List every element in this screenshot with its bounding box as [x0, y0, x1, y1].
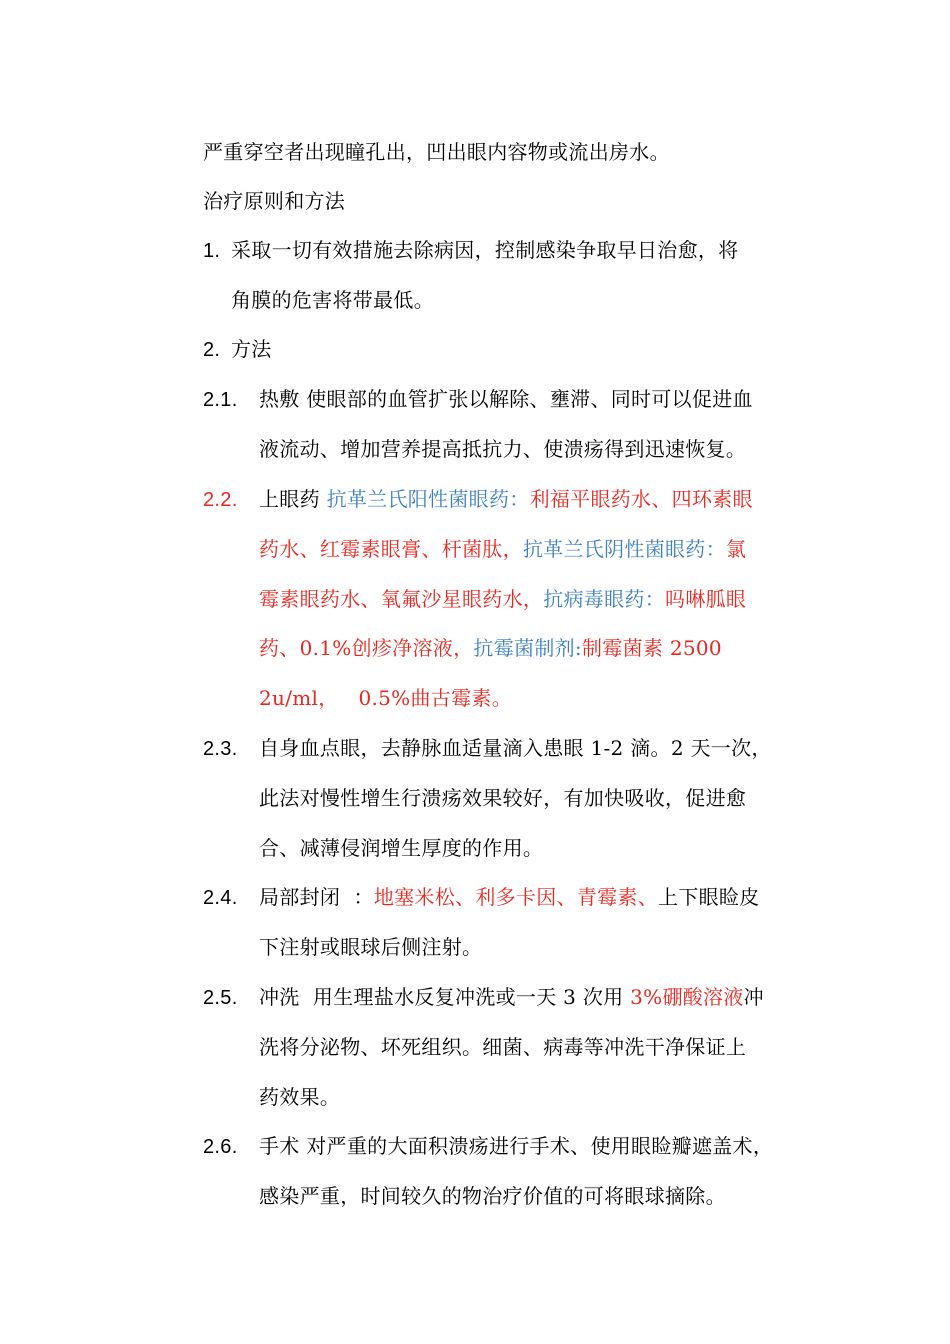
heading-treatment: 治疗原则和方法	[203, 189, 346, 213]
item-2-5-line-2: 洗将分泌物、坏死组织。细菌、病毒等冲洗干净保证上	[259, 1035, 747, 1059]
drug-list: 3%硼酸溶液	[630, 985, 744, 1009]
list-number: 2.	[203, 339, 221, 361]
drug-list: 药水、红霉素眼膏、杆菌肽，	[259, 537, 523, 561]
item-2-1-line-1: 2.1. 热敷 使眼部的血管扩张以解除、壅滞、同时可以促进血	[203, 385, 753, 414]
paragraph-perforation: 严重穿空者出现瞳孔出，凹出眼内容物或流出房水。	[203, 140, 670, 164]
item-2-2-line-1: 2.2. 上眼药 抗革兰氏阳性菌眼药：利福平眼药水、四环素眼	[203, 485, 753, 514]
item-2-4-line-1: 2.4. 局部封闭 ：地塞米松、利多卡因、青霉素、上下眼睑皮	[203, 883, 760, 912]
list-number: 2.3.	[203, 738, 238, 760]
item-2-3-line-1: 2.3. 自身血点眼，去静脉血适量滴入患眼 1-2 滴。2 天一次，	[203, 734, 772, 763]
item-2-3-line-2: 此法对慢性增生行溃疡效果较好，有加快吸收，促进愈	[259, 786, 747, 810]
drug-list: 地塞米松、利多卡因、青霉素、	[373, 885, 659, 909]
drug-list: 利福平眼药水、四环素眼	[529, 487, 753, 511]
drug-list: 氯	[725, 537, 747, 561]
drug-list: 药、0.1%创疹净溶液，	[259, 636, 474, 660]
item-2-2-line-2	[259, 535, 746, 563]
item-2-2-line-3	[259, 585, 746, 613]
drug-category: 抗病毒眼药：	[543, 587, 666, 611]
list-number: 2.1.	[203, 389, 238, 411]
drug-category: 抗革兰氏阴性菌眼药：	[522, 537, 726, 561]
drug-category: 抗霉菌制剂:	[473, 636, 582, 660]
drug-list: 吗啉胍眼	[665, 587, 747, 611]
item-1-line-2: 角膜的危害将带最低。	[231, 288, 434, 312]
item-2-5-line-3: 药效果。	[259, 1085, 341, 1109]
list-number: 2.4.	[203, 887, 238, 909]
item-2: 2. 方法	[203, 335, 272, 364]
item-2-2-line-5: 2u/ml， 0.5%曲古霉素。	[259, 686, 512, 710]
drug-list: 霉素眼药水、氧氟沙星眼药水，	[259, 587, 544, 611]
item-2-3-line-3: 合、减薄侵润增生厚度的作用。	[259, 836, 544, 860]
list-number: 2.6.	[203, 1136, 238, 1158]
drug-list: 制霉菌素 2500	[581, 636, 722, 660]
list-number: 2.2.	[203, 489, 238, 511]
list-number: 2.5.	[203, 987, 238, 1009]
drug-category: 抗革兰氏阳性菌眼药：	[326, 487, 530, 511]
item-2-2-line-4	[259, 634, 722, 662]
item-1-line-1: 1. 采取一切有效措施去除病因，控制感染争取早日治愈，将	[203, 236, 739, 265]
item-2-6-line-1: 2.6. 手术 对严重的大面积溃疡进行手术、使用眼睑瓣遮盖术，	[203, 1132, 773, 1161]
item-2-1-line-2: 液流动、增加营养提高抵抗力、使溃疡得到迅速恢复。	[259, 437, 747, 461]
item-2-6-line-2: 感染严重，时间较久的物治疗价值的可将眼球摘除。	[259, 1184, 726, 1208]
item-2-5-line-1: 2.5. 冲洗 用生理盐水反复冲洗或一天 3 次用 3%硼酸溶液冲	[203, 983, 764, 1012]
list-number: 1.	[203, 240, 221, 262]
item-2-4-line-2: 下注射或眼球后侧注射。	[259, 935, 483, 959]
